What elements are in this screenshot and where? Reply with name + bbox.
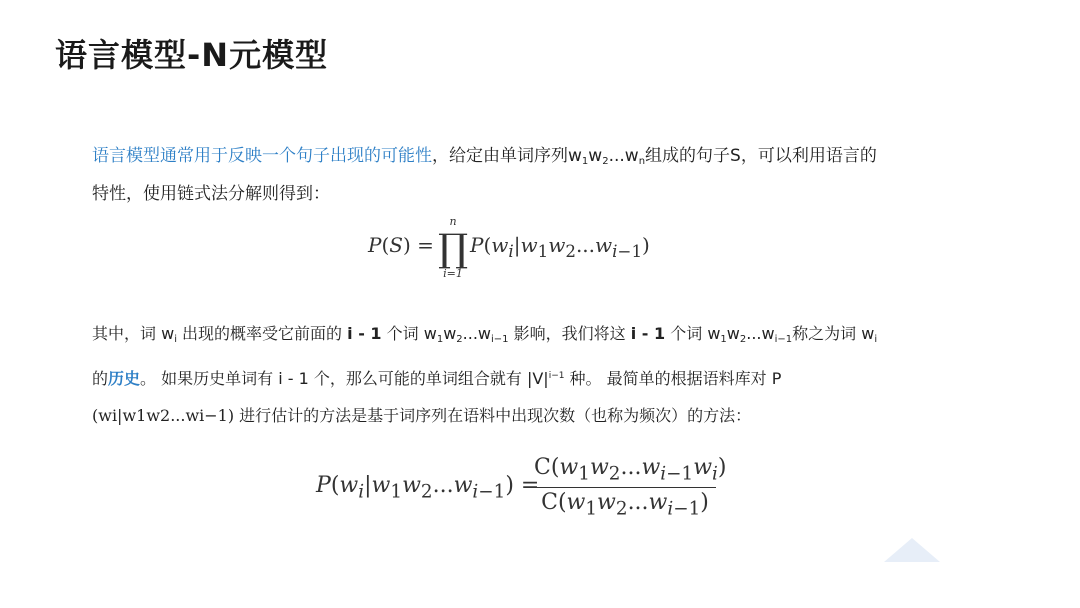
highlight-phrase: 语言模型通常用于反映一个句子出现的可能性 — [92, 146, 432, 166]
intro-line-2: 特性，使用链式法分解则得到： — [92, 184, 330, 204]
formula1-rhs: $P(w_i|w_1w_2...w_{i-1})$ — [470, 233, 650, 261]
slide-title: 语言模型-N元模型 — [55, 36, 329, 74]
history-paragraph: 其中，词 wi 出现的概率受它前面的 i - 1 个词 w1w2...wi−1 影响，我们将这 i - 1 个词 w1w2...wi−1称之为词 wi 的历史。 如果历史单词有 i - 1 个，那么可能的单词组合就有 $|V|^{i-1}$ 种。 最简单的根据语料库对 P (wi|w1w2...wi−1) 进行估计的方法是基于词序列在语料中出现次数（也称为频次）的方法： — [92, 324, 878, 425]
formula2-denominator: $C(w_1w_2...w_{i-1})$ — [541, 490, 709, 520]
formula2-lhs: $P(w_i|w_1w_2...w_{i-1})$ = — [316, 473, 540, 503]
product-symbol: n ∏ i=1 — [438, 215, 469, 280]
formula2-fraction — [534, 455, 727, 520]
history-term: 历史 — [108, 369, 141, 388]
formula2-numerator: $C(w_1w_2...w_{i-1}w_i)$ — [534, 455, 727, 485]
intro-paragraph: 语言模型通常用于反映一个句子出现的可能性，给定由单词序列w1w2...wn组成的句子S，可以利用语言的 特性，使用链式法分解则得到： — [92, 146, 877, 204]
decorative-triangle — [884, 538, 940, 562]
formula1-lhs: P(S) = — [368, 233, 434, 257]
